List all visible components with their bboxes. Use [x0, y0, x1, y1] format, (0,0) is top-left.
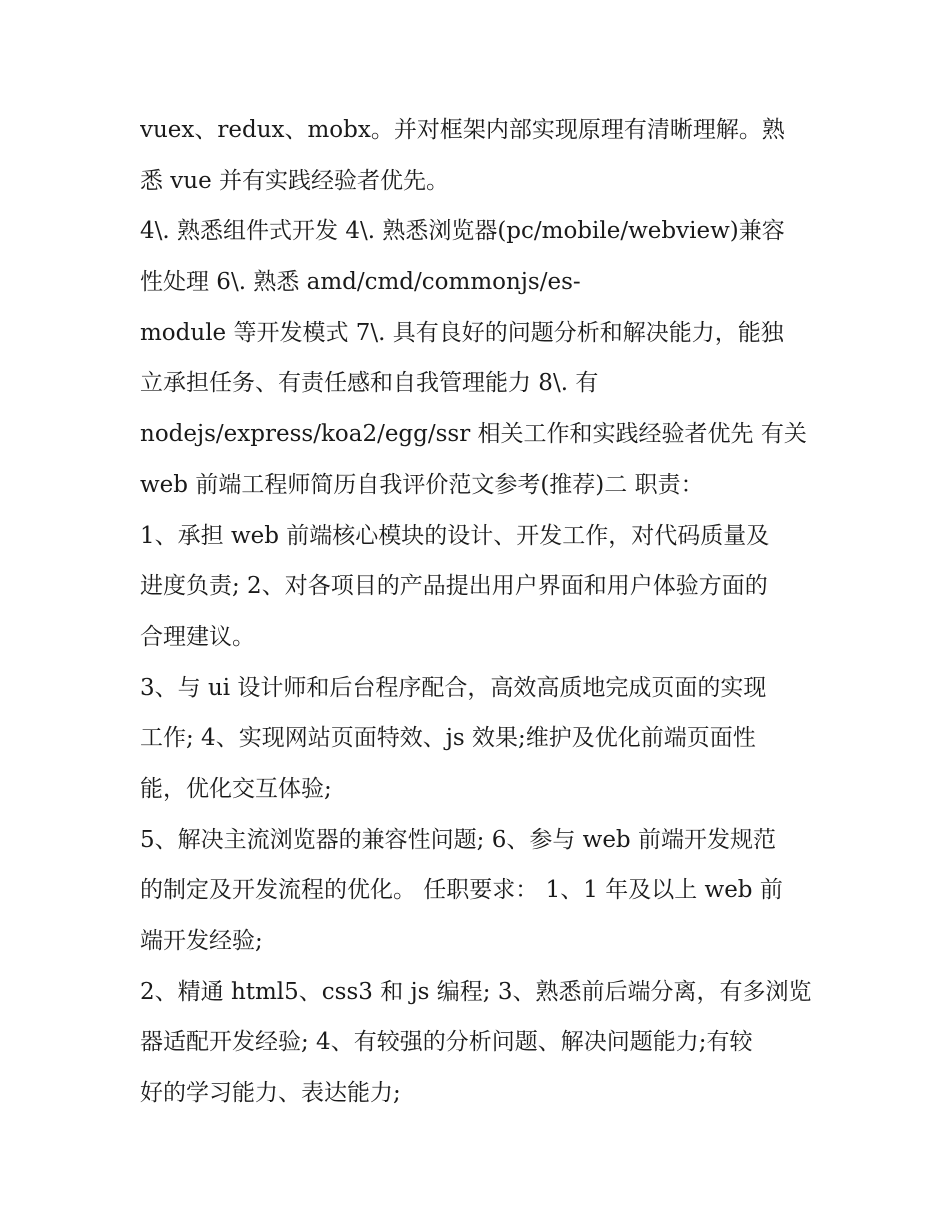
text-line: web 前端工程师简历自我评价范文参考(推荐)二 职责： — [140, 471, 704, 498]
text-line: 工作; 4、实现网站页面特效、js 效果;维护及优化前端页面性 — [140, 725, 756, 752]
text-line: 端开发经验; — [140, 928, 263, 954]
document-body — [140, 105, 820, 1119]
text-line: 立承担任务、有责任感和自我管理能力 8\. 有 — [140, 370, 599, 397]
text-line: 性处理 6\. 熟悉 amd/cmd/commonjs/es- — [140, 269, 581, 296]
text-line: 5、解决主流浏览器的兼容性问题; 6、参与 web 前端开发规范 — [140, 826, 776, 853]
text-line: 进度负责; 2、对各项目的产品提出用户界面和用户体验方面的 — [140, 573, 768, 600]
text-line: vuex、redux、mobx。并对框架内部实现原理有清晰理解。熟 — [140, 117, 785, 143]
text-line: 1、承担 web 前端核心模块的设计、开发工作，对代码质量及 — [140, 522, 770, 549]
text-line: 悉 vue 并有实践经验者优先。 — [140, 167, 450, 194]
text-line: 器适配开发经验; 4、有较强的分析问题、解决问题能力;有较 — [140, 1029, 753, 1056]
text-line: 2、精通 html5、css3 和 js 编程; 3、熟悉前后端分离，有多浏览 — [140, 978, 812, 1005]
text-line: nodejs/express/koa2/egg/ssr 相关工作和实践经验者优先 有关 — [140, 421, 807, 448]
text-line: module 等开发模式 7\. 具有良好的问题分析和解决能力，能独 — [140, 319, 784, 346]
text-line: 4\. 熟悉组件式开发 4\. 熟悉浏览器(pc/mobile/webview)兼容 — [140, 218, 785, 245]
text-line: 的制定及开发流程的优化。 任职要求： 1、1 年及以上 web 前 — [140, 877, 783, 904]
text-line: 3、与 ui 设计师和后台程序配合，高效高质地完成页面的实现 — [140, 674, 767, 701]
text-line: 能，优化交互体验; — [140, 775, 332, 802]
text-line: 合理建议。 — [140, 623, 255, 650]
text-line: 好的学习能力、表达能力; — [140, 1080, 401, 1107]
